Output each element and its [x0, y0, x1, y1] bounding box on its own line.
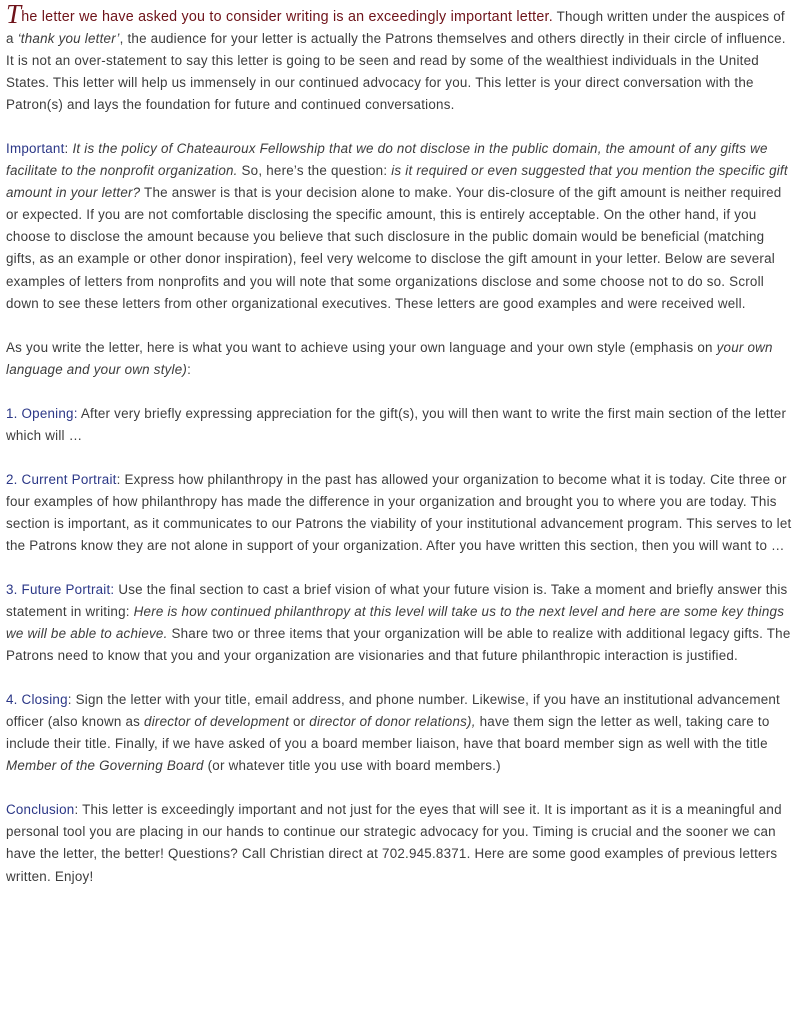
closing-paragraph — [6, 689, 794, 777]
conclusion-heading: Conclusion — [6, 802, 75, 818]
intro-emphasis: ‘thank you letter’ — [17, 31, 120, 47]
achieve-emphasis: your own language and your own style) — [6, 339, 773, 377]
future-portrait-paragraph — [6, 579, 794, 667]
achieve-paragraph — [6, 337, 794, 381]
drop-cap: T — [6, 0, 22, 29]
future-portrait-text-continued: Share two or three items that your organization will be able to realize with additional legacy gifts. The Patrons need to know that you and your organization are visionaries and that future philanthropic interaction is justified. — [6, 626, 791, 664]
conclusion-text: : This letter is exceedingly important and not just for the eyes that will see it. It is important as it is a meaningful and personal tool you are placing in our hands to continue our strategic advocacy for you. Timing is crucial and the sooner we can have the letter, the better! Questions? Call Christian direct at 702.945.8371. Here are some good examples of previous letters written. Enjoy! — [6, 802, 782, 884]
future-portrait-emphasis: Here is how continued philanthropy at this level will take us to the next level and here are some key things we will be able to achieve. — [6, 604, 785, 642]
intro-lead: he letter we have asked you to consider writing is an exceedingly important letter. — [21, 9, 553, 25]
closing-emphasis-development: director of development — [144, 714, 290, 730]
important-question-emphasis: is it required or even suggested that you mention the specific gift amount in your letter? — [6, 163, 788, 201]
important-heading: Important — [6, 141, 65, 157]
achieve-text: As you write the letter, here is what you want to achieve using your own language and your own style (emphasis on — [6, 339, 717, 355]
intro-paragraph — [6, 0, 794, 116]
closing-heading: 4. Closing — [6, 692, 68, 708]
closing-emphasis-donor-relations: director of donor relations), — [309, 714, 476, 730]
closing-text-end: (or whatever title you use with board members.) — [203, 758, 501, 774]
current-portrait-paragraph — [6, 469, 794, 557]
intro-text: Though written under the auspices of a — [6, 9, 785, 47]
current-portrait-heading: 2. Current Portrait — [6, 471, 117, 487]
closing-text-continued: have them sign the letter as well, taking care to include their title. Finally, if we have asked of you a board member liaison, have that board member sign as well with the title — [6, 714, 770, 752]
future-portrait-text: Use the final section to cast a brief vision of what your future vision is. Take a moment and briefly answer this statement in writing: — [6, 581, 788, 620]
important-colon: : — [64, 141, 73, 157]
letter-guidelines-document — [6, 0, 794, 910]
closing-emphasis-board: Member of the Governing Board — [6, 758, 204, 774]
future-portrait-heading: 3. Future Portrait: — [6, 581, 115, 597]
opening-heading: 1. Opening: — [6, 405, 78, 421]
intro-text-continued: , the audience for your letter is actually the Patrons themselves and others directly in their circle of influence. It is not an over-statement to say this letter is going to be seen and read by some of the wealthiest individuals in the United States. This letter will help us immensely in our continued advocacy for you. This letter is your direct conversation with the Patron(s) and lays the foundation for future and continued conversations. — [6, 31, 786, 113]
conclusion-paragraph — [6, 799, 794, 887]
important-text: So, here’s the question: — [237, 163, 392, 179]
current-portrait-text: : Express how philanthropy in the past has allowed your organization to become what it is today. Cite three or four examples of how philanthropy has made the difference in your organization and brought you to where you are today. This section is important, as it communicates to our Patrons the viability of your institutional advancement program. This serves to let the Patrons know they are not alone in support of your organization. After you have written this section, then you will want to … — [6, 471, 792, 553]
closing-text-or: or — [289, 714, 310, 730]
important-paragraph — [6, 138, 794, 314]
important-policy-emphasis: It is the policy of Chateauroux Fellowship that we do not disclose in the public domain, the amount of any gifts we facilitate to the nonprofit organization. — [6, 141, 768, 179]
closing-text: : Sign the letter with your title, email address, and phone number. Likewise, if you have an institutional advancement officer (also known as — [6, 692, 780, 730]
opening-text: After very briefly expressing appreciation for the gift(s), you will then want to write the first main section of the letter which will … — [6, 405, 787, 443]
achieve-text-end: : — [187, 361, 192, 377]
opening-paragraph — [6, 403, 794, 447]
important-text-continued: The answer is that is your decision alone to make. Your dis-closure of the gift amount is neither required or expected. If you are not comfortable disclosing the specific amount, this is entirely acceptable. On the other hand, if you choose to disclose the amount because you believe that such disclosure in the public domain would be beneficial (matching gifts, as an example or other donor inspiration), feel very welcome to disclose the gift amount in your letter. Below are several examples of letters from nonprofits and you will note that some organizations disclose and some choose not to do so. Scroll down to see these letters from other organizational executives. These letters are good examples and were received well. — [6, 185, 782, 311]
